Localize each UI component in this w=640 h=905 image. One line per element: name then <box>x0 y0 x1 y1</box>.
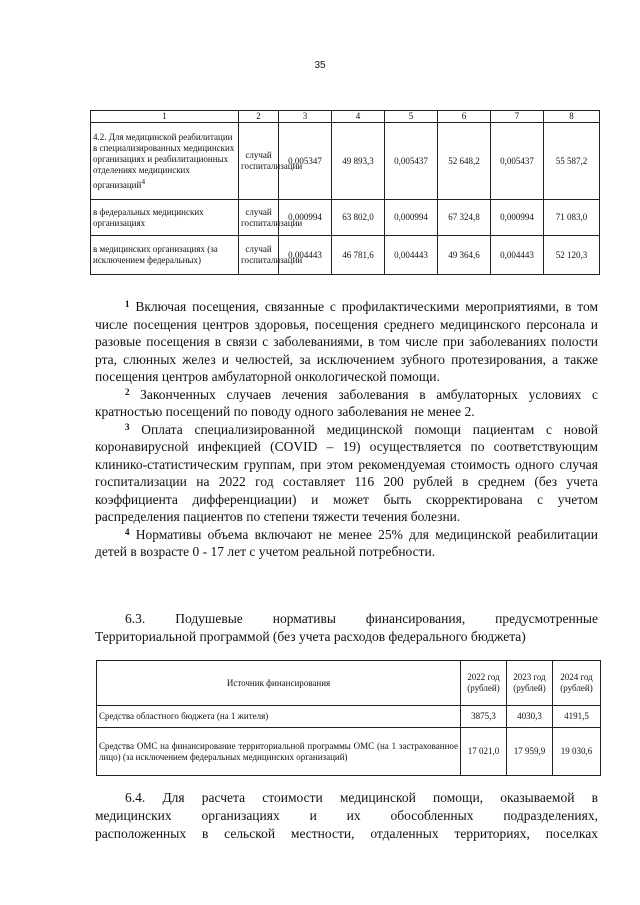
value-cell: 0,004443 <box>279 236 332 275</box>
year-header: 2023 год (рублей) <box>507 661 553 706</box>
table-row <box>91 123 600 200</box>
value-cell: 67 324,8 <box>438 200 491 236</box>
value-cell: 52 120,3 <box>544 236 600 275</box>
column-number: 4 <box>332 111 385 123</box>
section-heading-line: Территориальной программой (без учета расходов федерального бюджета) <box>95 629 526 644</box>
section-heading-line: 6.3. Подушевые нормативы финансирования, предусмотренные <box>125 611 598 626</box>
value-cell: 19 030,6 <box>553 728 601 776</box>
value-cell: 0,000994 <box>385 200 438 236</box>
value-cell: 0,005347 <box>279 123 332 200</box>
row-label: в медицинских организациях (за исключением федеральных) <box>91 236 239 275</box>
unit-cell: случай госпитализации <box>239 200 279 236</box>
value-cell: 4191,5 <box>553 706 601 728</box>
table-row <box>91 200 600 236</box>
table-row <box>97 728 601 776</box>
paragraph-line: медицинских организациях и их обособленных подразделениях, <box>95 808 598 823</box>
medical-care-volume-table <box>90 110 600 275</box>
paragraph-line: расположенных в сельской местности, отдаленных территориях, поселках <box>95 826 598 841</box>
value-cell: 52 648,2 <box>438 123 491 200</box>
value-cell: 0,004443 <box>385 236 438 275</box>
section-6-3 <box>95 610 598 646</box>
paragraph-line: 6.4. Для расчета стоимости медицинской помощи, оказываемой в <box>125 790 598 805</box>
column-number: 2 <box>239 111 279 123</box>
value-cell: 0,000994 <box>491 200 544 236</box>
value-cell: 49 893,3 <box>332 123 385 200</box>
footnote-text: Включая посещения, связанные с профилактическими мероприятиями, в том числе посещения центров здоровья, посещения среднего медицинского персонала и разовые посещения в связи с заболеваниями, в том числе при заболеваниях полости рта, слюнных желез и челюстей, за исключением зубного протезирования, а также посещения центров амбулаторной онкологической помощи. <box>95 299 598 384</box>
footnote-mark: 3 <box>125 421 130 432</box>
footnote <box>95 298 598 386</box>
value-cell: 4030,3 <box>507 706 553 728</box>
value-cell: 17 021,0 <box>461 728 507 776</box>
value-cell: 3875,3 <box>461 706 507 728</box>
year-header: 2024 год (рублей) <box>553 661 601 706</box>
column-number: 8 <box>544 111 600 123</box>
value-cell: 71 083,0 <box>544 200 600 236</box>
footnote-text: Нормативы объема включают не менее 25% для медицинской реабилитации детей в возрасте 0 - 17 лет с учетом реальной потребности. <box>95 526 598 559</box>
footnote-mark: 2 <box>125 386 130 397</box>
table-header-row <box>91 111 600 123</box>
row-label-text: 4.2. Для медицинской реабилитации в специализированных медицинских организациях и реабилитационных отделениях медицинских организаций <box>93 131 235 190</box>
value-cell: 0,004443 <box>491 236 544 275</box>
value-cell: 55 587,2 <box>544 123 600 200</box>
footnote-text: Законченных случаев лечения заболевания в амбулаторных условиях с кратностью посещений по поводу одного заболевания не менее 2. <box>95 386 598 419</box>
source-cell: Средства ОМС на финансирование территориальной программы ОМС (на 1 застрахованное лицо) (за исключением федеральных медицинских организаций) <box>97 728 461 776</box>
section-6-4 <box>95 789 598 843</box>
value-cell: 0,005437 <box>385 123 438 200</box>
table-row <box>91 236 600 275</box>
table-header-row <box>97 661 601 706</box>
value-cell: 0,005437 <box>491 123 544 200</box>
page-number: 35 <box>314 60 326 71</box>
unit-cell: случай госпитализации <box>239 123 279 200</box>
value-cell: 0,000994 <box>279 200 332 236</box>
value-cell: 17 959,9 <box>507 728 553 776</box>
footnote-mark: 1 <box>125 299 130 309</box>
footnotes <box>95 298 598 561</box>
source-cell: Средства областного бюджета (на 1 жителя) <box>97 706 461 728</box>
column-number: 3 <box>279 111 332 123</box>
table-row <box>97 706 601 728</box>
column-number: 6 <box>438 111 491 123</box>
value-cell: 63 802,0 <box>332 200 385 236</box>
footnote <box>95 421 598 526</box>
footnote <box>95 386 598 421</box>
value-cell: 46 781,6 <box>332 236 385 275</box>
column-number: 7 <box>491 111 544 123</box>
per-capita-financing-table <box>96 660 601 776</box>
row-label: в федеральных медицинских организациях <box>91 200 239 236</box>
source-header: Источник финансирования <box>97 661 461 706</box>
footnote <box>95 526 598 561</box>
column-number: 5 <box>385 111 438 123</box>
footnote-text: Оплата специализированной медицинской помощи пациентам с новой коронавирусной инфекцией (COVID – 19) осуществляется по соответствующим клинико-статистическим группам, при этом рекомендуемая стоимость одного случая госпитализации на 2022 год составляет 116 200 рублей в среднем (без учета коэффициента дифференциации) и может быть скорректирована с учетом распределения пациентов по степени тяжести течения болезни. <box>95 421 599 524</box>
value-cell: 49 364,6 <box>438 236 491 275</box>
row-label <box>91 123 239 200</box>
footnote-mark: 4 <box>125 526 130 537</box>
year-header: 2022 год (рублей) <box>461 661 507 706</box>
column-number: 1 <box>91 111 239 123</box>
footnote-mark: 4 <box>141 176 146 186</box>
unit-cell: случай госпитализации <box>239 236 279 275</box>
